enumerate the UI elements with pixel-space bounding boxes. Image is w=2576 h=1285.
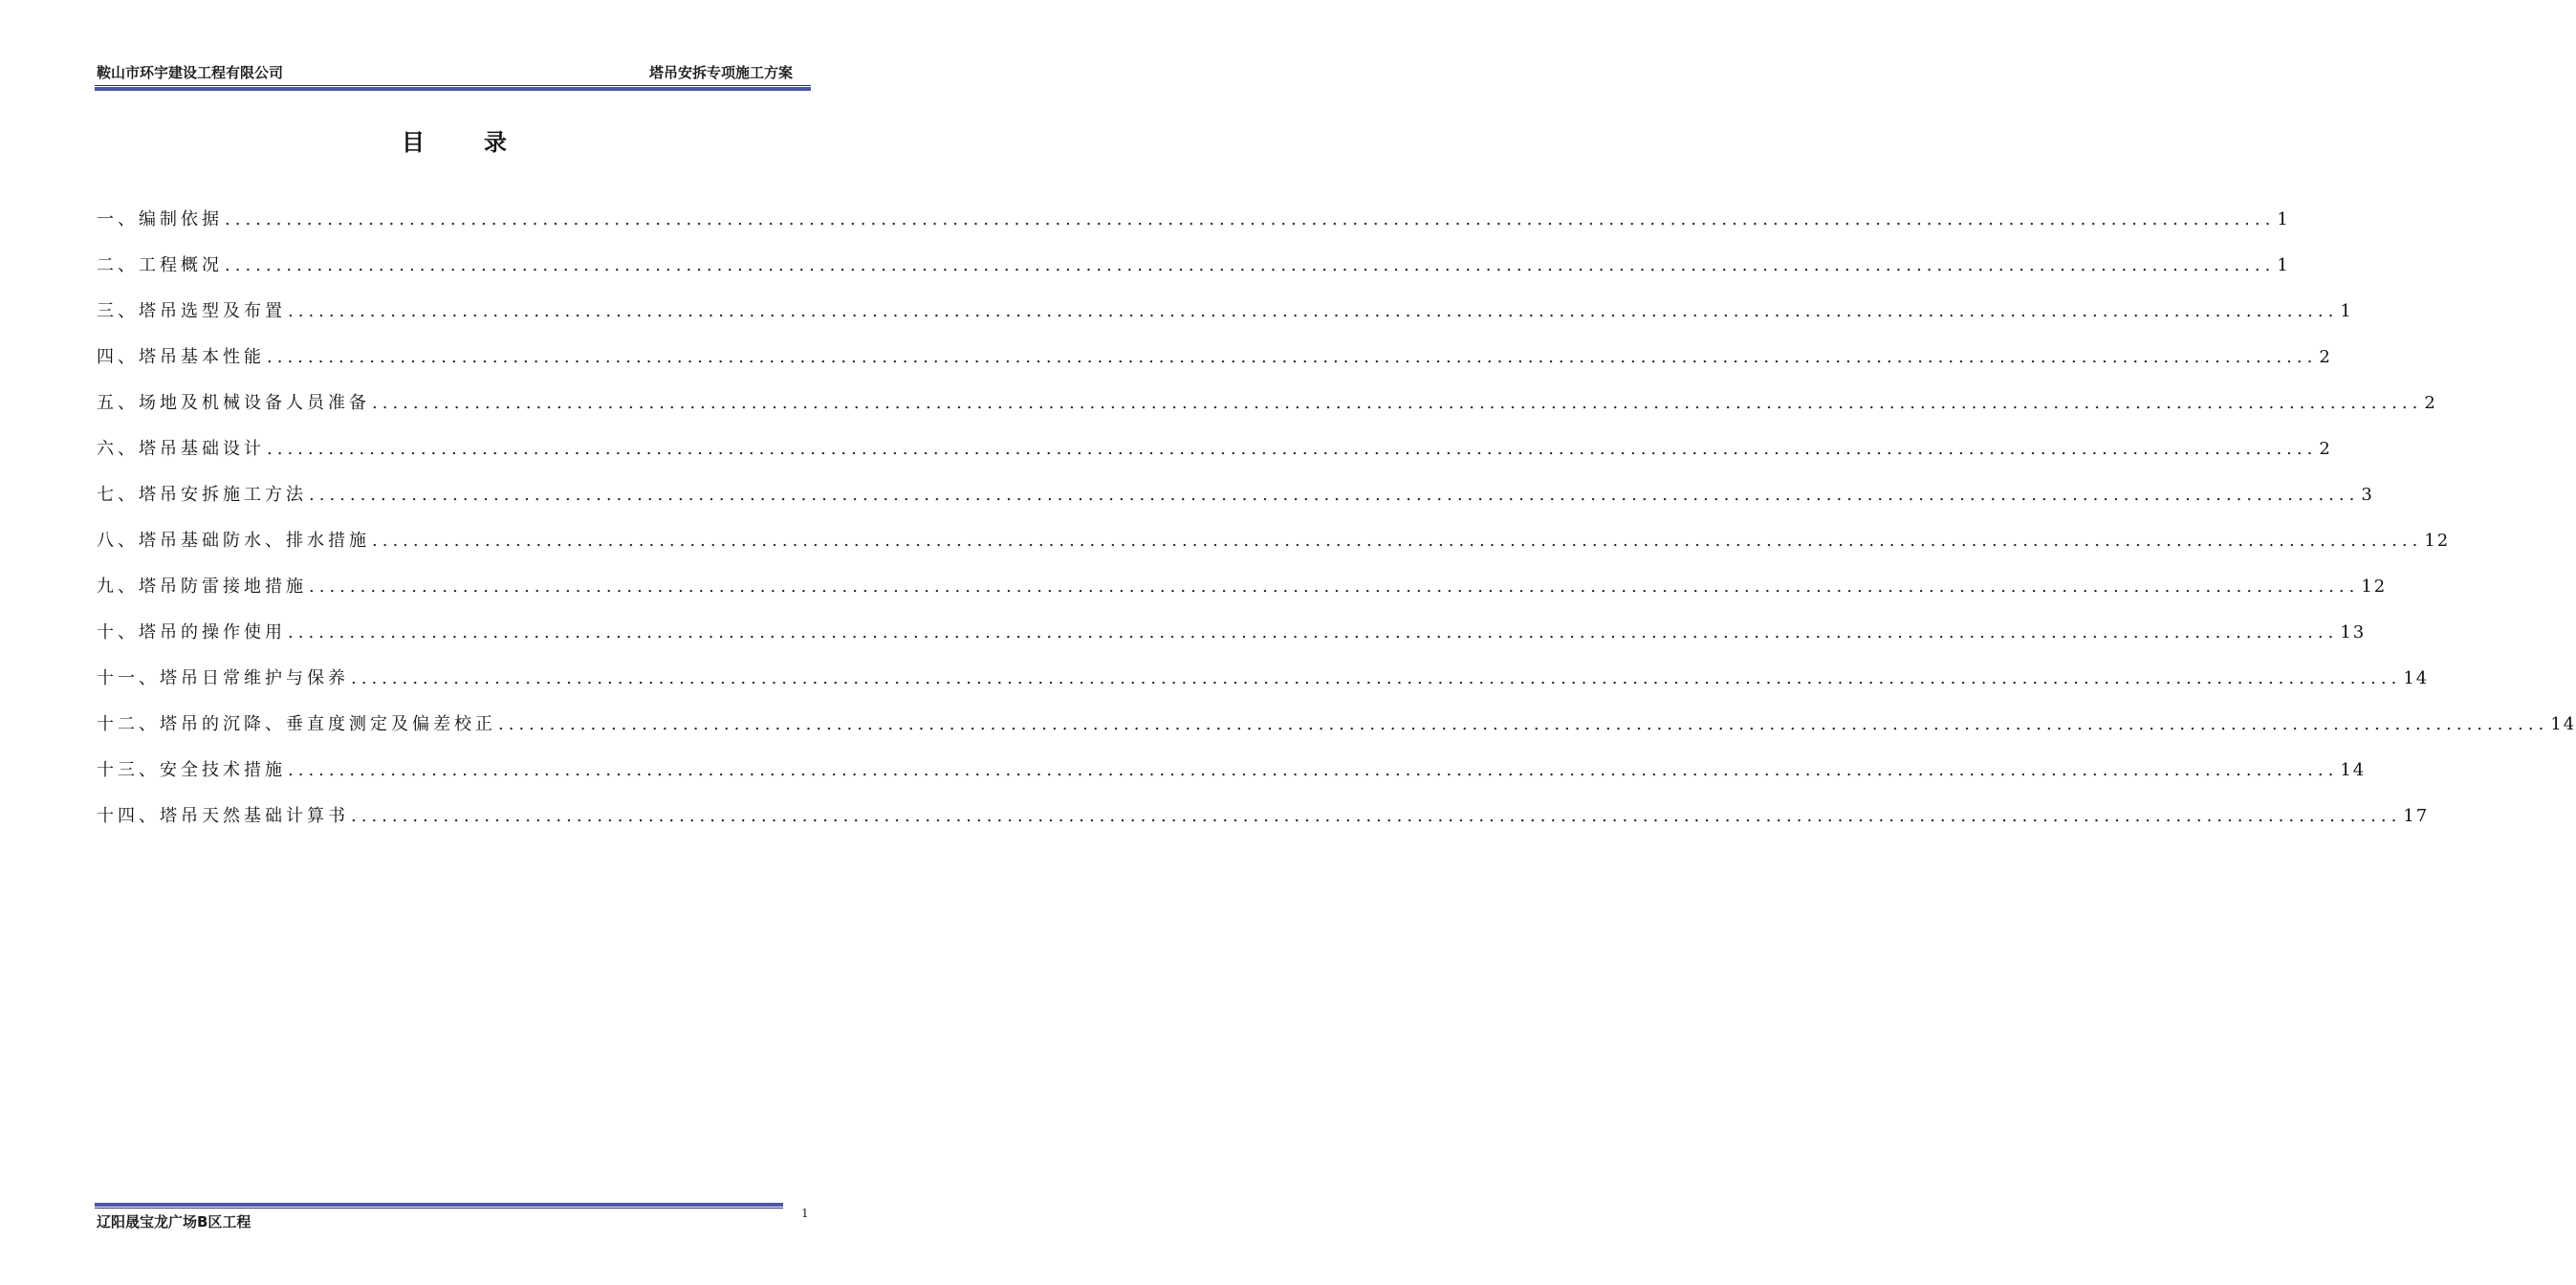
toc-leader-dots: ........................................................................................................................................................................................................ [267, 439, 2318, 459]
toc-leader-dots: ........................................................................................................................................................................................................ [498, 714, 2549, 734]
toc-entry-label: 四、塔吊基本性能 [97, 347, 265, 367]
toc-leader-dots: ........................................................................................................................................................................................................ [267, 347, 2318, 367]
toc-entry-label: 十三、安全技术措施 [97, 760, 286, 780]
footer-page-number: 1 [801, 1207, 809, 1220]
toc-entry-label: 十、塔吊的操作使用 [97, 622, 286, 642]
toc-list [97, 205, 2576, 847]
toc-entry[interactable] [97, 618, 2367, 664]
header-doc-title: 塔吊安拆专项施工方案 [648, 64, 793, 81]
toc-entry-page: 12 [2424, 531, 2451, 551]
toc-entry-label: 六、塔吊基础设计 [97, 439, 265, 459]
toc-entry-label: 一、编制依据 [97, 209, 223, 229]
footer-rule-thin [95, 1208, 783, 1209]
toc-entry[interactable] [97, 296, 2353, 342]
toc-entry-page: 13 [2340, 622, 2367, 642]
header-company: 鞍山市环宇建设工程有限公司 [97, 64, 284, 81]
toc-entry[interactable] [97, 205, 2290, 250]
toc-entry-label: 十四、塔吊天然基础计算书 [97, 806, 349, 826]
toc-entry-page: 3 [2361, 485, 2374, 505]
toc-entry[interactable] [97, 250, 2290, 296]
toc-entry[interactable] [97, 342, 2332, 388]
toc-entry-page: 1 [2277, 209, 2290, 229]
toc-entry-page: 1 [2340, 301, 2353, 321]
toc-leader-dots: ........................................................................................................................................................................................................ [351, 806, 2402, 826]
toc-leader-dots: ........................................................................................................................................................................................................ [288, 622, 2339, 642]
toc-entry[interactable] [97, 526, 2451, 572]
toc-leader-dots: ........................................................................................................................................................................................................ [309, 577, 2360, 597]
toc-leader-dots: ........................................................................................................................................................................................................ [225, 255, 2276, 275]
toc-entry[interactable] [97, 388, 2437, 434]
toc-entry[interactable] [97, 572, 2388, 618]
toc-leader-dots: ........................................................................................................................................................................................................ [225, 209, 2276, 229]
toc-entry[interactable] [97, 480, 2374, 526]
footer-rule-thick [95, 1203, 783, 1207]
toc-leader-dots: ........................................................................................................................................................................................................ [288, 301, 2339, 321]
toc-entry[interactable] [97, 434, 2332, 480]
toc-entry-page: 2 [2319, 347, 2332, 367]
toc-entry-label: 十二、塔吊的沉降、垂直度测定及偏差校正 [97, 714, 496, 734]
header-rule-thin [95, 85, 811, 86]
toc-entry[interactable] [97, 801, 2430, 847]
toc-entry-page: 17 [2403, 806, 2430, 826]
toc-entry-page: 1 [2277, 255, 2290, 275]
toc-entry-label: 二、工程概况 [97, 255, 223, 275]
toc-entry-label: 三、塔吊选型及布置 [97, 301, 286, 321]
toc-entry-page: 2 [2424, 393, 2437, 413]
toc-entry-page: 2 [2319, 439, 2332, 459]
toc-entry-label: 八、塔吊基础防水、排水措施 [97, 531, 370, 551]
toc-entry[interactable] [97, 709, 2576, 755]
toc-entry-label: 十一、塔吊日常维护与保养 [97, 668, 349, 688]
toc-entry-page: 14 [2340, 760, 2367, 780]
toc-title: 目录 [402, 128, 566, 156]
toc-leader-dots: ........................................................................................................................................................................................................ [288, 760, 2339, 780]
toc-entry-label: 五、场地及机械设备人员准备 [97, 393, 370, 413]
footer-project: 辽阳晟宝龙广场B区工程 [97, 1213, 251, 1231]
header-rule-thick [95, 87, 811, 91]
toc-leader-dots: ........................................................................................................................................................................................................ [372, 393, 2423, 413]
toc-entry[interactable] [97, 664, 2430, 709]
toc-entry[interactable] [97, 755, 2367, 801]
toc-leader-dots: ........................................................................................................................................................................................................ [309, 485, 2360, 505]
toc-leader-dots: ........................................................................................................................................................................................................ [351, 668, 2402, 688]
toc-entry-page: 12 [2361, 577, 2388, 597]
toc-entry-page: 14 [2403, 668, 2430, 688]
toc-entry-label: 九、塔吊防雷接地措施 [97, 577, 307, 597]
toc-entry-label: 七、塔吊安拆施工方法 [97, 485, 307, 505]
toc-leader-dots: ........................................................................................................................................................................................................ [372, 531, 2423, 551]
toc-entry-page: 14 [2550, 714, 2576, 734]
